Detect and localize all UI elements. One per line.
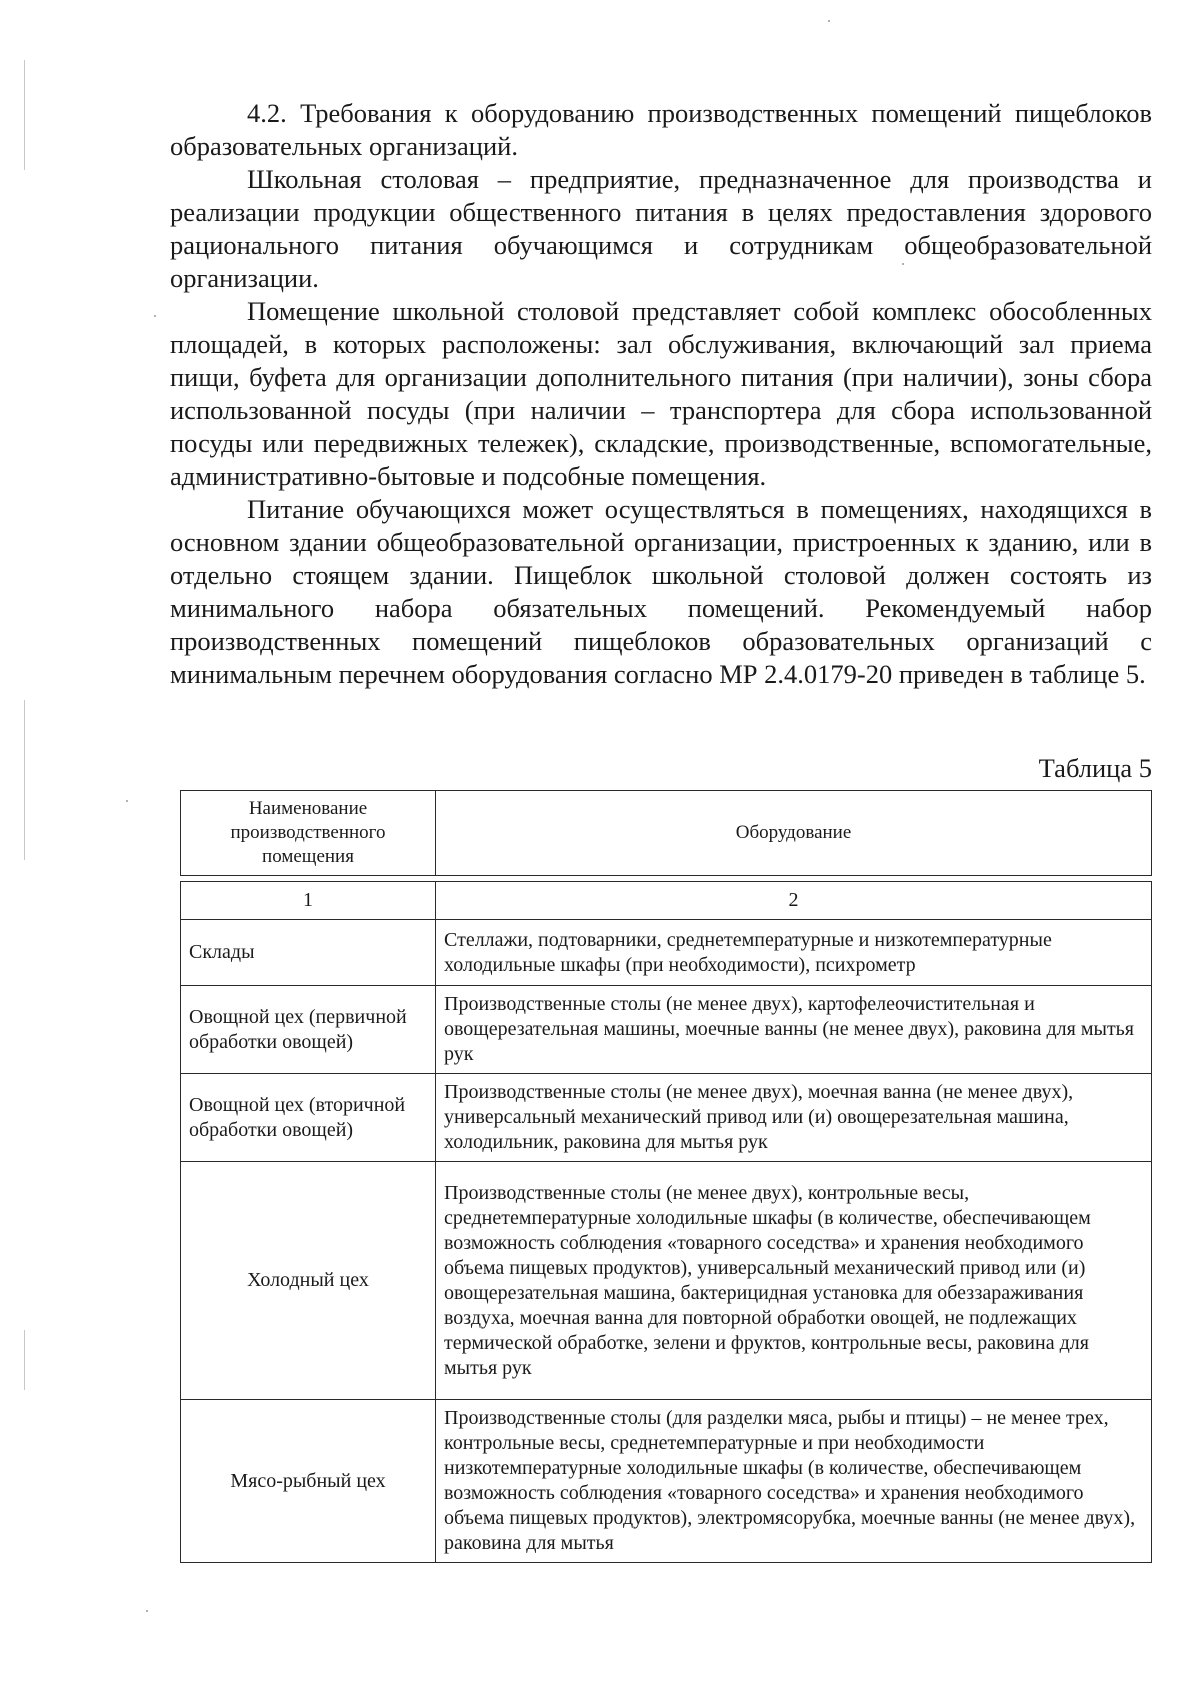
column-number-2: 2 [436, 882, 1152, 920]
table-row [181, 1074, 1152, 1162]
scan-speck [126, 800, 128, 802]
room-name-cell: Овощной цех (первичной обработки овощей) [181, 986, 436, 1074]
room-name-cell: Склады [181, 920, 436, 986]
room-name-cell: Холодный цех [181, 1162, 436, 1400]
scan-speck [828, 20, 830, 22]
header-equipment: Оборудование [436, 791, 1152, 876]
equipment-cell: Производственные столы (не менее двух), моечная ванна (не менее двух), универсальный механический привод или (и) овощерезательная машина, холодильник, раковина для мытья рук [436, 1074, 1152, 1162]
scan-margin-line [24, 1330, 25, 1390]
catering-paragraph: Питание обучающихся может осуществляться в помещениях, находящихся в основном здании общеобразовательной организации, пристроенных к зданию, или в отдельно стоящем здании. Пищеблок школьной столовой должен состоять из минимального набора обязательных помещений. Рекомендуемый набор производственных помещений пищеблоков образовательных организаций с минимальным перечнем оборудования согласно МР 2.4.0179-20 приведен в таблице 5. [170, 494, 1152, 689]
scan-speck [154, 315, 156, 317]
table-header-row [181, 791, 1152, 876]
table-row [181, 920, 1152, 986]
room-name-cell: Мясо-рыбный цех [181, 1400, 436, 1563]
premises-paragraph: Помещение школьной столовой представляет собой комплекс обособленных площадей, в которых расположены: зал обслуживания, включающий зал приема пищи, буфета для организации дополнительного питания (при наличии), зоны сбора использованной посуды (при наличии – транспортера для сбора использованной посуды или передвижных тележек), складские, производственные, вспомогательные, административно-бытовые и подсобные помещения. [170, 296, 1152, 491]
scan-speck [146, 1610, 148, 1612]
table-row [181, 1162, 1152, 1400]
scan-margin-line [24, 60, 25, 170]
table-caption: Таблица 5 [1038, 753, 1152, 783]
table-row [181, 1400, 1152, 1563]
equipment-cell: Производственные столы (не менее двух), контрольные весы, среднетемпературные холодильные шкафы (в количестве, обеспечивающем возможность соблюдения «товарного соседства» и хранения необходимого объема пищевых продуктов), универсальный механический привод или (и) овощерезательная машина, бактерицидная установка для обеззараживания воздуха, моечная ванна для повторной обработки овощей, не подлежащих термической обработке, зелени и фруктов, контрольные весы, раковина для мытья рук [436, 1162, 1152, 1400]
column-number-1: 1 [181, 882, 436, 920]
table-number-row [181, 882, 1152, 920]
header-room-name: Наименование производственного помещения [181, 791, 436, 876]
scan-margin-line [24, 700, 25, 860]
equipment-cell: Производственные столы (не менее двух), картофелеочистительная и овощерезательная машины, моечные ванны (не менее двух), раковина для мытья рук [436, 986, 1152, 1074]
table-row [181, 986, 1152, 1074]
equipment-table [180, 790, 1152, 1563]
room-name-cell: Овощной цех (вторичной обработки овощей) [181, 1074, 436, 1162]
body-text [170, 97, 1152, 691]
equipment-cell: Производственные столы (для разделки мяса, рыбы и птицы) – не менее трех, контрольные весы, среднетемпературные и при необходимости низкотемпературные холодильные шкафы (в количестве, обеспечивающем возможность соблюдения «товарного соседства» и хранения необходимого объема пищевых продуктов), электромясорубка, моечные ванны (не менее двух), раковина для мытья [436, 1400, 1152, 1563]
equipment-cell: Стеллажи, подтоварники, среднетемпературные и низкотемпературные холодильные шкафы (при необходимости), психрометр [436, 920, 1152, 986]
section-heading-paragraph: 4.2. Требования к оборудованию производственных помещений пищеблоков образовательных организаций. [170, 98, 1152, 161]
definition-paragraph: Школьная столовая – предприятие, предназначенное для производства и реализации продукции общественного питания в целях предоставления здорового рационального питания обучающимся и сотрудникам общеобразовательной организации. [170, 164, 1152, 293]
